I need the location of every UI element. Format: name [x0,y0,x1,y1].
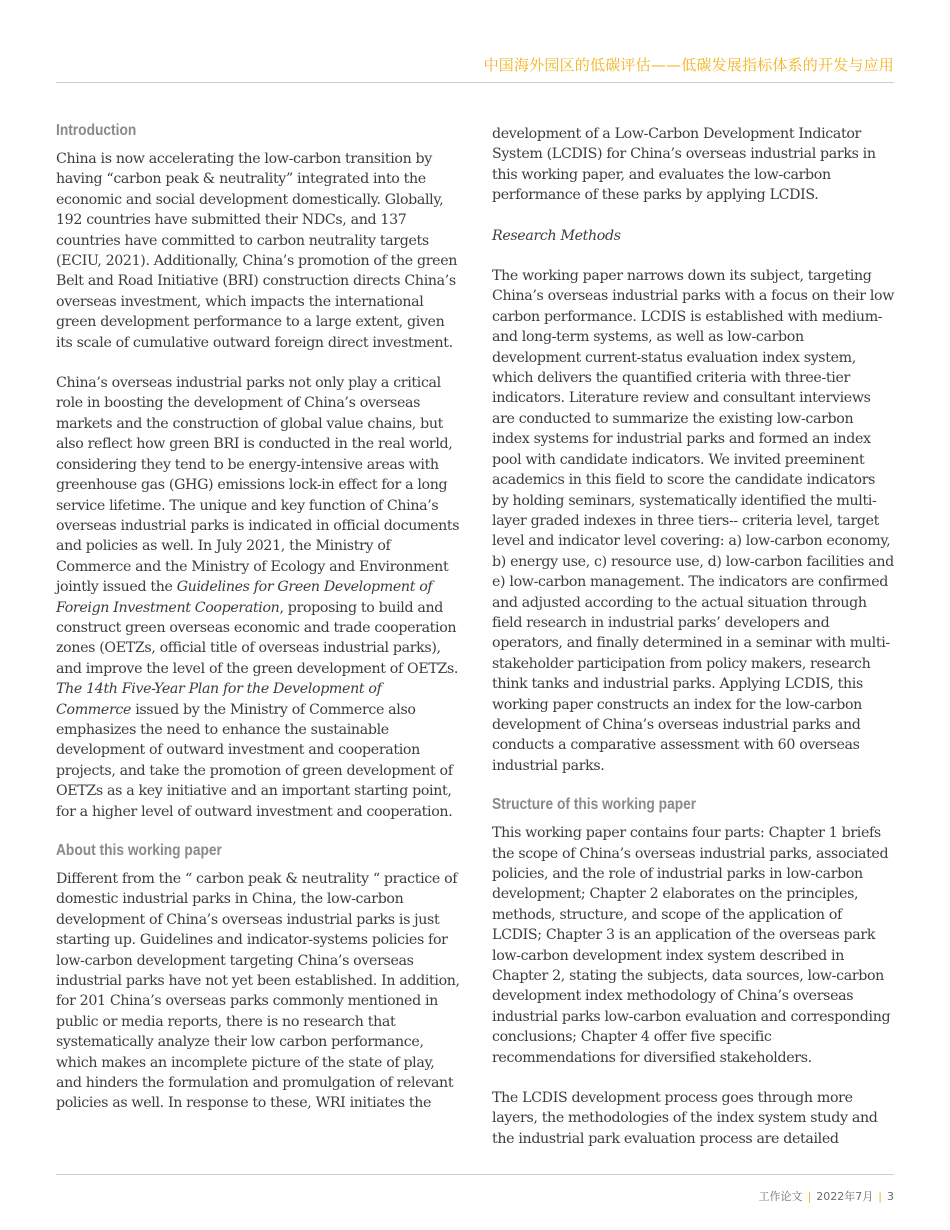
footer-series: 工作论文 [758,1190,803,1203]
footer-date: 2022年7月 [816,1190,874,1203]
research-methods-paragraph: The working paper narrows down its subject, targeting China’s overseas industrial parks with a focus on their low carbon performance. LCDIS is established with medium- and long-term systems, as well as low-carbon development current-status evaluation index system, which delivers the quantified criteria with three-tier indicators. Literature review and consultant interviews are conducted to summarize the existing low-carbon index systems for industrial parks and formed an index pool with candidate indicators. We invited preeminent academics in this field to score the candidate indicators by holding seminars, systematically identified the multi-layer graded indexes in three tiers-- criteria level, target level and indicator level covering: a) low-carbon economy, b) energy use, c) resource use, d) low-carbon facilities and e) low-carbon management. The indicators are confirmed and adjusted according to the actual situation through field research in industrial parks’ developers and operators, and finally determined in a seminar with multi- stakeholder participation from policy makers, research think tanks and industrial parks. Applying LCDIS, this working paper constructs an index for the low-carbon development of China’s overseas industrial parks and conducts a comparative assessment with 60 overseas industrial parks. [492,268,894,774]
introduction-heading: Introduction [56,122,137,139]
left-column [56,122,460,1114]
right-column [492,124,894,1149]
about-paragraph: Different from the “ carbon peak & neutrality “ practice of domestic industrial parks in China, the low-carbon development of China’s overseas industrial parks is just starting up. Guidelines and indicator-systems policies for low-carbon development targeting China’s overseas industrial parks have not yet been established. In addition, for 201 China’s overseas parks commonly mentioned in public or media reports, there is no research that systematically analyze their low carbon performance, which makes an incomplete picture of the state of play, and hinders the formulation and promulgation of relevant policies as well. In response to these, WRI initiates the [56,871,460,1112]
header-divider [56,82,894,83]
intro-p2-text-b: , proposing to build and construct green overseas economic and trade cooperation zones (OETZs, official title of overseas industrial parks), and improve the level of the green development of OETZs. [56,599,459,677]
footer-divider [56,1174,894,1175]
footer-separator: | [878,1190,882,1203]
five-year-plan-title: The 14th Five-Year Plan for the Development of Commerce [56,681,382,718]
intro-p2-text-a: China’s overseas industrial parks not only play a critical role in boosting the development of China’s overseas markets and the construction of global value chains, but also reflect how green BRI is conducted in the real world, considering they tend to be energy-intensive areas with greenhouse gas (GHG) emissions lock-in effect for a long service lifetime. The unique and key function of China’s overseas industrial parks is indicated in official documents and policies as well. In July 2021, the Ministry of Commerce and the Ministry of Ecology and Environment jointly issued the [56,375,460,596]
about-heading: About this working paper [56,842,222,859]
footer-separator: | [807,1190,812,1203]
continued-paragraph: development of a Low-Carbon Development Indicator System (LCDIS) for China’s overseas industrial parks in this working paper, and evaluates the low-carbon performance of these parks by applying LCDIS. [492,126,876,204]
structure-heading: Structure of this working paper [492,796,697,814]
page-footer [759,1188,894,1204]
running-header-title: 中国海外园区的低碳评估——低碳发展指标体系的开发与应用 [483,56,894,74]
structure-paragraph-1: This working paper contains four parts: Chapter 1 briefs the scope of China’s overseas industrial parks, associated policies, and the role of industrial parks in low-carbon development; Chapter 2 elaborates on the principles, methods, structure, and scope of the application of LCDIS; Chapter 3 is an application of the overseas park low-carbon development index system described in Chapter 2, stating the subjects, data sources, low-carbon development index methodology of China’s overseas industrial parks low-carbon evaluation and corresponding conclusions; Chapter 4 offer five specific recommendations for diversified stakeholders. [492,825,891,1066]
page-number: 3 [887,1190,894,1203]
guidelines-title: Guidelines for Green Development of Foreign Investment Cooperation [56,579,433,616]
introduction-paragraph-1: China is now accelerating the low-carbon transition by having “carbon peak & neutrality” integrated into the economic and social development domestically. Globally, 192 countries have submitted their NDCs, and 137 countries have committed to carbon neutrality targets (ECIU, 2021). Additionally, China’s promotion of the green Belt and Road Initiative (BRI) construction directs China’s overseas investment, which impacts the international green development performance to a large extent, given its scale of cumulative outward foreign direct investment. [56,151,458,351]
introduction-paragraph-2 [56,373,460,822]
intro-p2-text-c: issued by the Ministry of Commerce also emphasizes the need to enhance the sustainable development of outward investment and cooperation projects, and take the promotion of green development of OETZs as a key initiative and an important starting point, for a higher level of outward investment and cooperation. [56,701,453,820]
research-methods-subheading: Research Methods [492,227,621,244]
structure-paragraph-2: The LCDIS development process goes through more layers, the methodologies of the index system study and the industrial park evaluation process are detailed [492,1090,878,1147]
